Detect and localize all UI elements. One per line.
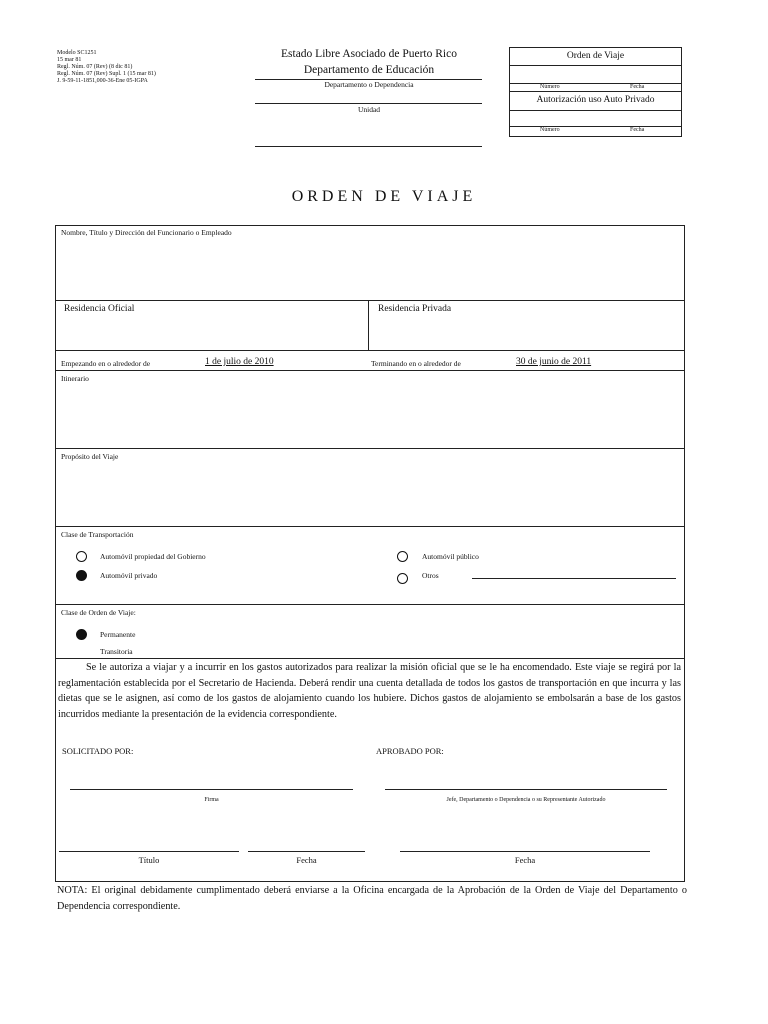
requester-signature-line[interactable] (70, 789, 353, 790)
unit-label: Unidad (357, 105, 381, 114)
fecha-label-2: Fecha (630, 127, 645, 133)
authorization-text: Se le autoriza a viajar y a incurrir en los gastos autorizados para realizar la misión oficial que se le ha encomendado. Este viaje se regirá por la reglamentación establecida por el Secretario de Hacienda. Deberá rendir una cuenta detallada de todos los gastos de transportación en que incurra y las dietas que se le asignen, así como de los gastos de alojamiento cuando los hubiere. Dichos gastos de alojamiento se embolsarán a base de los gastos incurridos mediante la presentación de la evidencia correspondiente. (58, 662, 681, 720)
model-line: 15 mar 81 (57, 57, 82, 63)
transport-radio-government[interactable] (76, 551, 87, 562)
approved-by-label: APROBADO POR: (376, 746, 444, 756)
start-date: 1 de julio de 2010 (205, 357, 274, 367)
transport-option-label: Automóvil privado (100, 571, 158, 580)
transport-radio-private[interactable] (76, 570, 87, 581)
divider (510, 65, 681, 66)
department-name: Departamento de Educación (303, 64, 435, 76)
end-label: Terminando en o alrededor de (371, 359, 461, 368)
divider (55, 526, 685, 527)
divider (510, 126, 681, 127)
divider (55, 370, 685, 371)
numero-label-2: Número (540, 127, 560, 133)
order-number-box (509, 47, 682, 137)
purpose-label: Propósito del Viaje (61, 452, 119, 461)
title-line[interactable] (59, 851, 239, 852)
model-info (57, 50, 197, 85)
dept-label: Departamento o Dependencia (324, 80, 414, 89)
transport-option-label: Automóvil público (422, 552, 479, 561)
model-line: Regl. Núm. 07 (Rev) Supl. 1 (15 mar 81) (57, 71, 156, 77)
divider (55, 300, 685, 301)
divider (368, 300, 369, 350)
divider (255, 146, 482, 147)
requested-by-label: SOLICITADO POR: (62, 746, 134, 756)
title-field-label: Título (138, 855, 160, 865)
auth-title: Autorización uso Auto Privado (536, 95, 655, 105)
order-class-label: Clase de Orden de Viaje: (61, 608, 136, 617)
approver-signature-line[interactable] (385, 789, 667, 790)
divider (55, 604, 685, 605)
divider (55, 350, 685, 351)
approval-date-label: Fecha (514, 855, 536, 865)
name-label: Nombre, Título y Dirección del Funcionario o Empleado (61, 228, 232, 237)
model-line: Regl. Núm. 07 (Rev) (8 dic 81) (57, 64, 133, 70)
divider (55, 448, 685, 449)
divider (510, 91, 681, 92)
order-class-option-label: Permanente (100, 630, 136, 639)
approval-date-line[interactable] (400, 851, 650, 852)
private-residence-label: Residencia Privada (378, 304, 452, 314)
agency-name: Estado Libre Asociado de Puerto Rico (281, 48, 457, 60)
divider (510, 83, 681, 84)
divider (55, 658, 685, 659)
start-label: Empezando en o alrededor de (61, 359, 151, 368)
approver-title-label: Jefe, Departamento o Dependencia o su Representante Autorizado (446, 797, 606, 803)
divider (510, 110, 681, 111)
order-class-radio-permanent[interactable] (76, 629, 87, 640)
other-transport-line[interactable] (472, 578, 676, 579)
divider (255, 103, 482, 104)
transport-label: Clase de Transportación (61, 530, 134, 539)
transport-option-label: Automóvil propiedad del Gobierno (100, 552, 206, 561)
model-line: J. 9-59-11-1851,000-36-Ene 05-IGPA (57, 78, 148, 84)
transport-radio-other[interactable] (397, 573, 408, 584)
date-field-label: Fecha (296, 855, 317, 865)
signature-label: Firma (204, 797, 219, 803)
transport-option-label: Otros (422, 571, 439, 580)
end-date: 30 de junio de 2011 (516, 357, 592, 367)
numero-label: Número (540, 84, 560, 90)
official-residence-label: Residencia Oficial (64, 304, 135, 314)
model-line: Modelo SC1251 (57, 50, 97, 56)
page-title: ORDEN DE VIAJE (291, 188, 477, 205)
footer-note: NOTA: El original debidamente cumplimentado deberá enviarse a la Oficina encargada de la Aprobación de la Orden de Viaje del Departamento o Dependencia correspondiente. (57, 885, 687, 912)
transport-radio-public[interactable] (397, 551, 408, 562)
order-class-option-label: Transitoria (100, 647, 133, 656)
order-title: Orden de Viaje (566, 51, 625, 61)
fecha-label: Fecha (630, 84, 645, 90)
date-line[interactable] (248, 851, 365, 852)
itinerary-label: Itinerario (61, 374, 89, 383)
